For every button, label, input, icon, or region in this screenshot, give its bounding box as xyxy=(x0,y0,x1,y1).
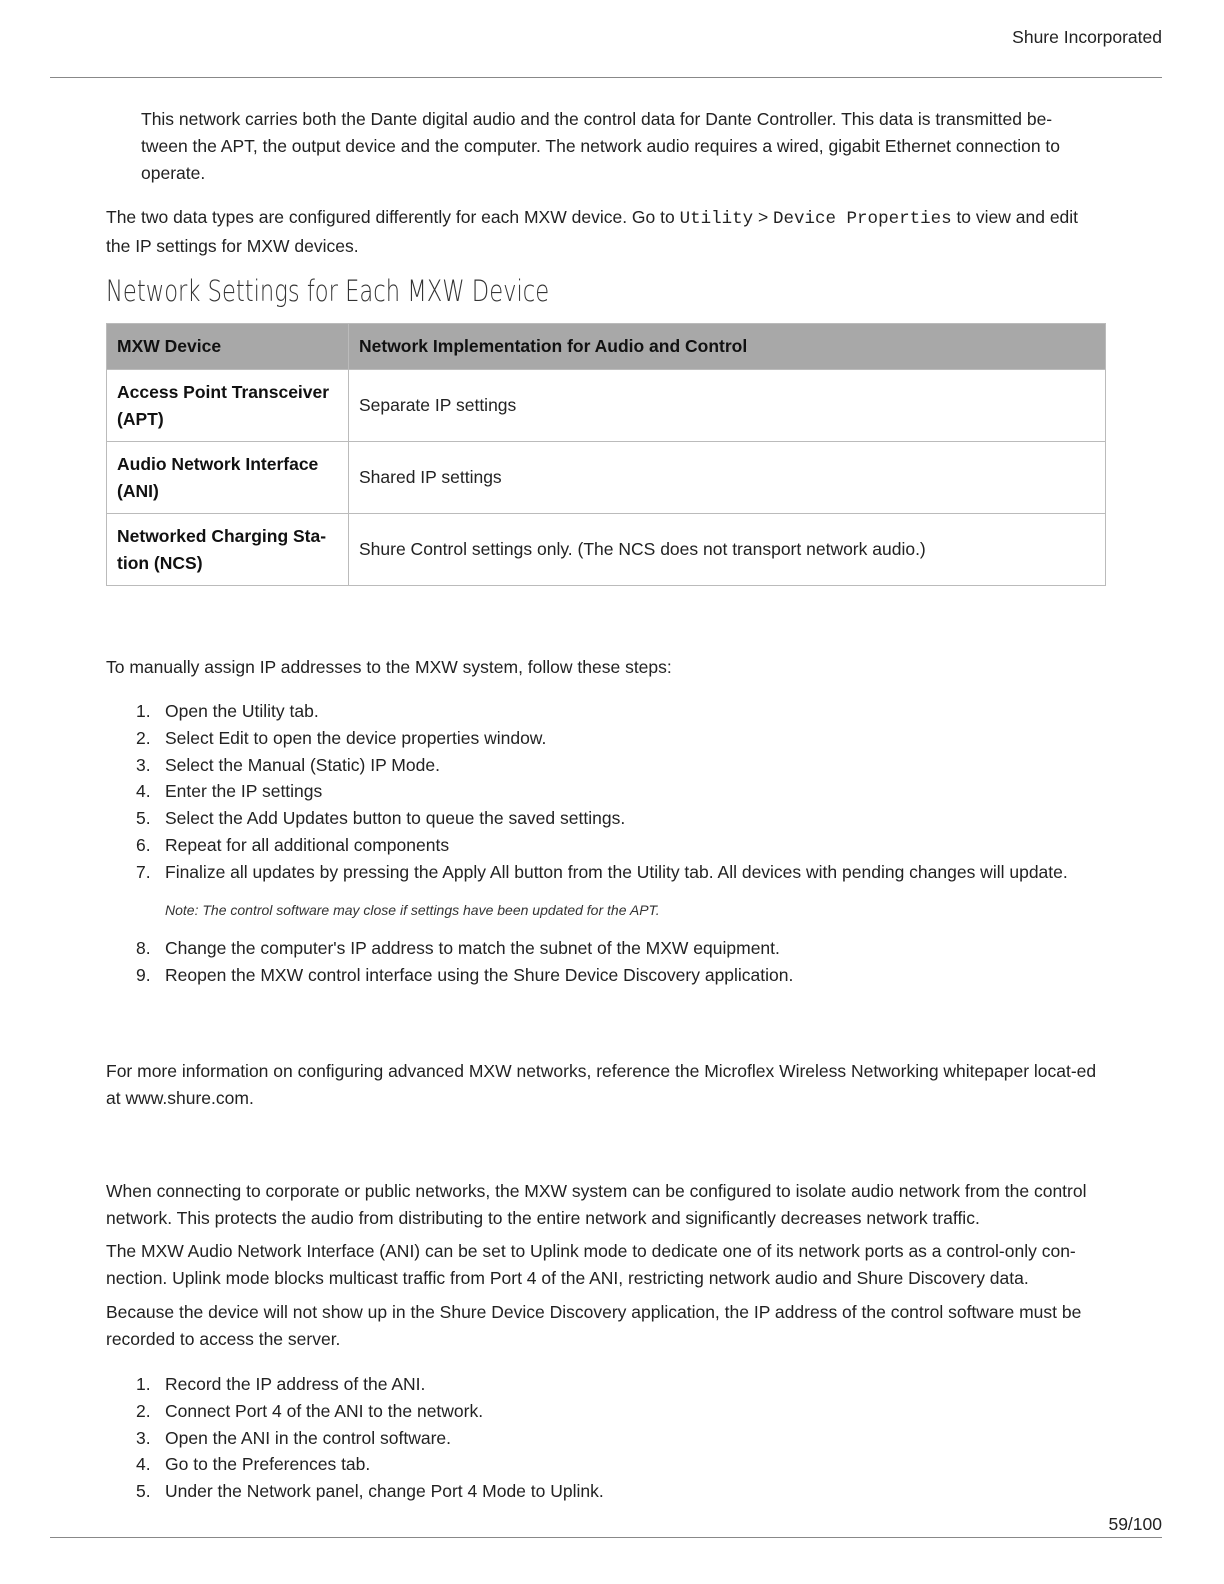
header-network-implementation: Network Implementation for Audio and Control xyxy=(349,324,1106,370)
menu-separator: > xyxy=(753,207,774,227)
list-item xyxy=(106,1451,1106,1478)
page-header xyxy=(50,0,1162,78)
list-item xyxy=(106,935,1106,962)
list-item xyxy=(106,725,1106,752)
utility-menu-code: Utility xyxy=(679,209,754,229)
step-number: 2. xyxy=(136,727,151,748)
step-number: 6. xyxy=(136,834,151,855)
network-settings-table xyxy=(106,323,1106,586)
step-number: 8. xyxy=(136,938,151,958)
step-text: Select Edit to open the device properties window. xyxy=(165,727,547,748)
header-mxw-device: MXW Device xyxy=(107,324,349,370)
section-title: Network Settings for Each MXW Device xyxy=(106,274,550,308)
table-header-row xyxy=(107,324,1106,370)
uplink-steps xyxy=(106,1371,1106,1505)
manual-ip-steps xyxy=(106,698,1106,886)
step-number: 4. xyxy=(136,1454,151,1475)
list-item xyxy=(106,1425,1106,1452)
step-text: Change the computer's IP address to match the subnet of the MXW equipment. xyxy=(165,938,780,958)
data-types-text-after: to view and edit the IP settings for MXW devices. xyxy=(106,207,1079,256)
step-number: 7. xyxy=(136,861,151,882)
data-types-text-before: The two data types are configured differently for each MXW device. Go to xyxy=(106,207,680,227)
step-text: Enter the IP settings xyxy=(165,781,323,802)
table-row xyxy=(107,514,1106,586)
list-item xyxy=(106,698,1106,725)
network-paragraph: This network carries both the Dante digital audio and the control data for Dante Controller. This data is transmitted be-tween the APT, the output device and the computer. The network audio requires a wired, gigabit Ethernet connection to operate. xyxy=(141,109,1061,183)
manual-ip-intro: To manually assign IP addresses to the MXW system, follow these steps: xyxy=(106,657,672,677)
discovery-paragraph: Because the device will not show up in the Shure Device Discovery application, the IP address of the control software must be recorded to access the server. xyxy=(106,1302,1082,1349)
data-types-paragraph xyxy=(106,204,1106,260)
list-item xyxy=(106,1398,1106,1425)
device-properties-code: Device Properties xyxy=(773,209,952,229)
step-text: Connect Port 4 of the ANI to the network. xyxy=(165,1400,484,1421)
page-number: 59/100 xyxy=(1108,1514,1162,1534)
device-cell: Audio Network Interface (ANI) xyxy=(107,442,349,514)
step-number: 3. xyxy=(136,754,151,775)
list-item xyxy=(106,859,1106,886)
step-text: Select the Add Updates button to queue the saved settings. xyxy=(165,808,626,829)
table-row xyxy=(107,370,1106,442)
step-text: Select the Manual (Static) IP Mode. xyxy=(165,754,440,775)
list-item xyxy=(106,778,1106,805)
list-item xyxy=(106,832,1106,859)
step-text: Open the ANI in the control software. xyxy=(165,1427,451,1448)
step-number: 5. xyxy=(136,1481,151,1502)
step-text: Finalize all updates by pressing the Apply All button from the Utility tab. All devices with pending changes will update. xyxy=(165,861,1068,882)
step-number: 5. xyxy=(136,808,151,829)
list-item xyxy=(106,1478,1106,1505)
step-text: Under the Network panel, change Port 4 Mode to Uplink. xyxy=(165,1481,604,1502)
list-item xyxy=(106,1371,1106,1398)
step-number: 1. xyxy=(136,701,151,721)
ani-uplink-paragraph: The MXW Audio Network Interface (ANI) can be set to Uplink mode to dedicate one of its network ports as a control-only con-nection. Uplink mode blocks multicast traffic from Port 4 of the ANI, restricting network audio and Shure Discovery data. xyxy=(106,1241,1076,1288)
implementation-cell: Shared IP settings xyxy=(349,442,1106,514)
implementation-cell: Separate IP settings xyxy=(349,370,1106,442)
corporate-networks-paragraph: When connecting to corporate or public networks, the MXW system can be configured to isolate audio network from the control network. This protects the audio from distributing to the entire network and significantly decreases network traffic. xyxy=(106,1181,1087,1228)
company-name: Shure Incorporated xyxy=(1012,27,1162,47)
implementation-cell: Shure Control settings only. (The NCS does not transport network audio.) xyxy=(349,514,1106,586)
step-text: Open the Utility tab. xyxy=(165,701,319,721)
step-number: 9. xyxy=(136,964,151,985)
step-number: 2. xyxy=(136,1400,151,1421)
step-text: Record the IP address of the ANI. xyxy=(165,1374,426,1394)
device-cell: Networked Charging Sta-tion (NCS) xyxy=(107,514,349,586)
list-item xyxy=(106,962,1106,989)
list-item xyxy=(106,752,1106,779)
list-item xyxy=(106,805,1106,832)
device-cell: Access Point Transceiver (APT) xyxy=(107,370,349,442)
step-number: 3. xyxy=(136,1427,151,1448)
step-text: Go to the Preferences tab. xyxy=(165,1454,371,1475)
step-text: Repeat for all additional components xyxy=(165,834,450,855)
manual-ip-steps-continued xyxy=(106,935,1106,989)
step-text: Reopen the MXW control interface using the Shure Device Discovery application. xyxy=(165,964,794,985)
apt-note: Note: The control software may close if settings have been updated for the APT. xyxy=(165,902,660,918)
table-row xyxy=(107,442,1106,514)
step-number: 4. xyxy=(136,781,151,802)
more-info-paragraph: For more information on configuring advanced MXW networks, reference the Microflex Wireless Networking whitepaper locat-ed at www.shure.com. xyxy=(106,1061,1097,1108)
page-footer-rule xyxy=(50,1537,1162,1538)
step-number: 1. xyxy=(136,1374,151,1394)
